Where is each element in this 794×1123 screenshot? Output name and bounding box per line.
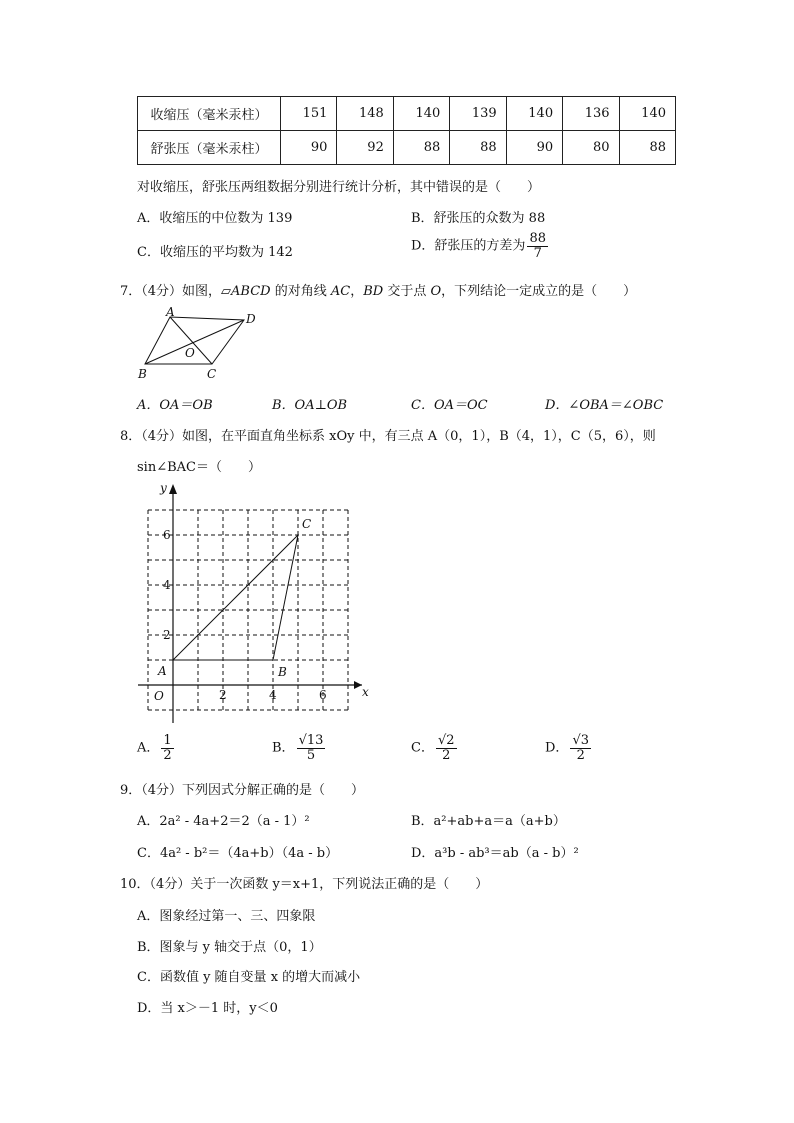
- q8-option-a: [137, 734, 174, 762]
- q7-stem-part: ，: [350, 284, 364, 299]
- x-axis-label: x: [362, 685, 369, 699]
- coordinate-grid-figure: [130, 478, 380, 726]
- q8-stem-line2: sin∠BAC＝（ ）: [137, 460, 261, 475]
- y-axis-label: y: [160, 481, 167, 495]
- q10-option-b: B．图象与 y 轴交于点（0，1）: [137, 940, 322, 955]
- table-cell: 136: [563, 97, 619, 131]
- table-cell: 151: [281, 97, 337, 131]
- q7-option-d: D．∠OBA＝∠OBC: [545, 398, 664, 413]
- point-label-b: B: [278, 665, 287, 679]
- y-tick-4: 4: [163, 578, 171, 592]
- q7-stem-part: AC: [330, 284, 351, 299]
- x-axis-arrow: [354, 681, 362, 689]
- q6-option-a: A．收缩压的中位数为 139: [137, 211, 293, 226]
- option-label: D．: [545, 740, 569, 756]
- y-axis-arrow: [169, 484, 177, 494]
- sqrt-sign: √: [572, 733, 581, 748]
- table-row: [138, 97, 676, 131]
- denominator: 2: [163, 747, 172, 763]
- fraction: [436, 734, 457, 762]
- q6-option-d: [411, 232, 548, 260]
- q6-option-c: C．收缩压的平均数为 142: [137, 245, 293, 260]
- numerator: 1: [163, 733, 172, 748]
- vertex-label-d: D: [246, 312, 256, 326]
- q8-option-b: [272, 734, 325, 762]
- q7-stem-part: O: [430, 284, 442, 299]
- q9-option-b: B．a²+ab+a＝a（a+b）: [411, 814, 566, 829]
- origin-label: O: [154, 689, 164, 703]
- q7-option-c: C．OA＝OC: [411, 398, 488, 413]
- radicand: 13: [306, 733, 324, 748]
- numerator: 88: [529, 231, 546, 246]
- denominator: 2: [442, 747, 451, 763]
- option-label: A．: [137, 740, 160, 756]
- q10-option-c: C．函数值 y 随自变量 x 的增大而减小: [137, 970, 361, 985]
- q7-option-a: A．OA＝OB: [137, 398, 213, 413]
- q7-stem-part: 交于点: [383, 284, 431, 299]
- table-cell: 88: [450, 131, 506, 165]
- q7-stem-part: ，下列结论一定成立的是（ ）: [441, 284, 637, 299]
- row-label: 舒张压（毫米汞柱）: [138, 131, 281, 165]
- numerator: [297, 734, 326, 749]
- table-cell: 140: [506, 97, 562, 131]
- table-cell: 88: [619, 131, 675, 165]
- point-label-a: A: [158, 664, 167, 678]
- denominator: 7: [533, 245, 542, 261]
- numerator: [570, 734, 591, 749]
- q9-option-c: C．4a² - b²＝（4a+b）（4a - b）: [137, 846, 339, 861]
- q10-stem: 10．（4分）关于一次函数 y＝x+1，下列说法正确的是（ ）: [120, 877, 489, 892]
- radicand: 3: [580, 733, 590, 748]
- sqrt-sign: √: [298, 733, 307, 748]
- sqrt-sign: √: [437, 733, 447, 748]
- table-cell: 80: [563, 131, 619, 165]
- q8-option-d: [545, 734, 591, 762]
- q8-stem-line1: 8．（4分）如图，在平面直角坐标系 xOy 中，有三点 A（0，1），B（4，1），C（5，6），则: [120, 429, 656, 444]
- parallelogram-figure: [132, 305, 262, 383]
- table-cell: 88: [393, 131, 449, 165]
- dashed-grid: [148, 510, 348, 710]
- q7-stem-part: BD: [363, 284, 384, 299]
- parallelogram-symbol: ▱ABCD: [221, 284, 271, 299]
- row-label: 收缩压（毫米汞柱）: [138, 97, 281, 131]
- q7-stem: [120, 280, 636, 299]
- fraction: [527, 232, 548, 260]
- option-label: C．: [411, 740, 434, 756]
- q6-option-b: B．舒张压的众数为 88: [411, 211, 546, 226]
- numerator: [436, 734, 457, 749]
- q7-option-b: B．OA⊥OB: [272, 398, 348, 413]
- q9-option-d: D．a³b - ab³＝ab（a - b）²: [411, 846, 579, 861]
- q7-stem-part: 的对角线: [270, 284, 331, 299]
- q10-option-a: A．图象经过第一、三、四象限: [137, 909, 316, 924]
- triangle-abc: [173, 535, 298, 660]
- q9-stem: 9．（4分）下列因式分解正确的是（ ）: [120, 783, 365, 798]
- table-row: [138, 131, 676, 165]
- y-tick-2: 2: [163, 628, 171, 642]
- denominator: 5: [306, 747, 316, 763]
- x-tick-2: 2: [219, 688, 227, 702]
- vertex-label-b: B: [138, 367, 147, 381]
- q6-stem: 对收缩压，舒张压两组数据分别进行统计分析，其中错误的是（ ）: [137, 180, 541, 195]
- option-label: B．: [272, 740, 295, 756]
- vertex-label-c: C: [207, 367, 217, 381]
- table-cell: 90: [506, 131, 562, 165]
- table-cell: 90: [281, 131, 337, 165]
- fraction: [570, 734, 591, 762]
- q6-option-d-label: D．舒张压的方差为: [411, 238, 526, 254]
- q7-stem-part: 7．（4分）如图，: [120, 284, 222, 299]
- blood-pressure-table: [137, 96, 676, 165]
- fraction: [297, 734, 326, 762]
- fraction: [161, 734, 173, 762]
- x-tick-4: 4: [269, 688, 277, 702]
- table-cell: 140: [619, 97, 675, 131]
- table-cell: 140: [393, 97, 449, 131]
- y-tick-6: 6: [163, 528, 171, 542]
- table-cell: 139: [450, 97, 506, 131]
- denominator: 2: [576, 747, 585, 763]
- q8-option-c: [411, 734, 457, 762]
- point-label-o: O: [185, 346, 195, 360]
- q9-option-a: A．2a² - 4a+2＝2（a - 1）²: [137, 814, 310, 829]
- point-label-c: C: [302, 517, 312, 531]
- q10-option-d: D．当 x＞－1 时，y＜0: [137, 1001, 278, 1016]
- x-tick-6: 6: [319, 688, 327, 702]
- vertex-label-a: A: [166, 305, 175, 319]
- table-cell: 92: [337, 131, 393, 165]
- table-cell: 148: [337, 97, 393, 131]
- radicand: 2: [446, 733, 455, 748]
